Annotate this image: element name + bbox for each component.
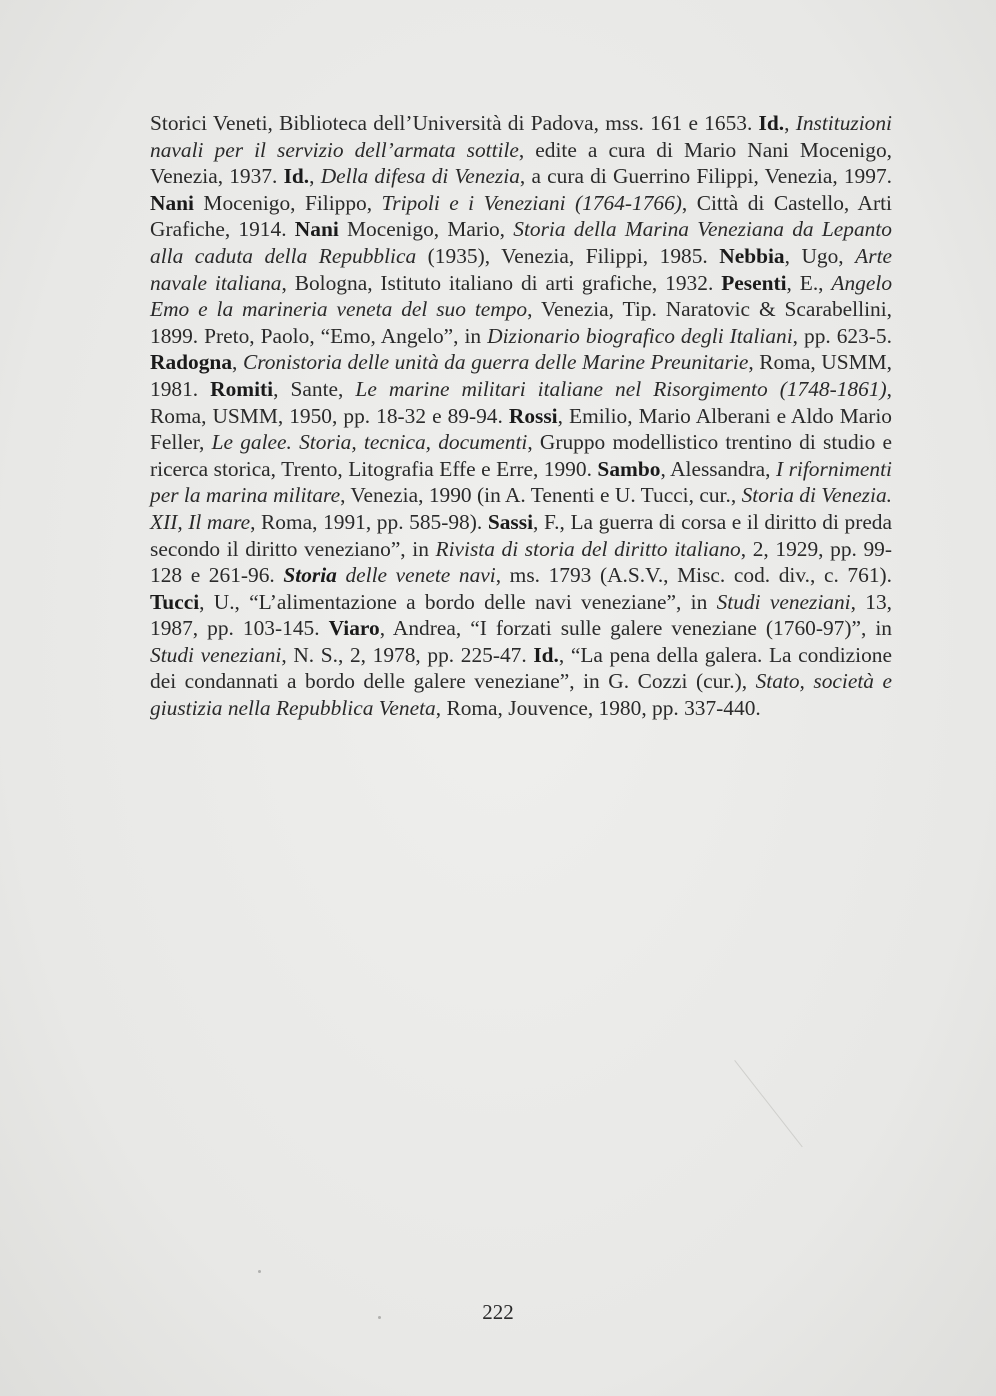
page-number: 222: [482, 1300, 514, 1324]
scan-speck: [258, 1270, 261, 1273]
entry-text: , Roma, Jouvence, 1980, pp. 337-440.: [435, 696, 761, 721]
entry-text: , edite a cura di Mario Nani Mocenigo, Venezia, 1937.: [150, 137, 892, 189]
entry-text: Mocenigo, Filippo,: [193, 190, 382, 215]
entry-text: Mocenigo, Mario,: [338, 217, 514, 242]
entry-text: , pp. 623-5.: [792, 323, 892, 348]
entry-author: Storia: [283, 563, 337, 588]
entry-text: , N. S., 2, 1978, pp. 225-47.: [281, 642, 534, 667]
entry-author: Tucci: [150, 589, 200, 614]
entry-author: Id.: [758, 111, 785, 135]
entry-text: , a cura di Guerrino Filippi, Venezia, 1997.: [519, 164, 892, 189]
entry-text: , Roma, USMM, 1981.: [150, 350, 892, 401]
entry-title: Tripoli e i Veneziani (1764-1766): [381, 190, 682, 215]
scan-speck: [378, 1316, 381, 1319]
entry-title: Instituzioni navali per il servizio dell’armata sottile: [150, 111, 892, 162]
entry-title: Arte navale italiana: [150, 243, 892, 295]
entry-author: Nani: [294, 217, 339, 242]
entry-title: I rifornimenti per la marina militare: [150, 456, 892, 508]
entry-text: , Roma, 1991, pp. 585-98).: [250, 509, 488, 534]
entry-text: , Ugo,: [784, 243, 856, 268]
entry-author: Radogna: [150, 350, 233, 375]
entry-author: Romiti: [210, 376, 274, 401]
entry-text: , U., “L’alimentazione a bordo delle navi veneziane”, in: [199, 589, 717, 614]
entry-title: Della difesa di Venezia: [320, 164, 520, 189]
entry-text: , F., La guerra di corsa e il diritto di preda secondo il diritto veneziano”, in: [150, 509, 892, 561]
entry-text: , Emilio, Mario Alberani e Aldo Mario Feller,: [150, 403, 892, 455]
entry-text: ,: [784, 111, 796, 135]
entry-author: Id.: [283, 164, 310, 189]
entry-title: Stato, società e giustizia nella Repubblica Veneta: [150, 669, 892, 721]
entry-title: Studi veneziani: [716, 589, 851, 614]
entry-text: , 13, 1987, pp. 103-145.: [150, 589, 892, 641]
entry-text: (1935), Venezia, Filippi, 1985.: [416, 243, 720, 268]
entry-text: , E.,: [786, 270, 832, 295]
entry-text: , Sante,: [273, 376, 356, 401]
entry-author: Nani: [150, 190, 194, 215]
entry-title: Dizionario biografico degli Italiani: [487, 323, 793, 348]
entry-text: , Roma, USMM, 1950, pp. 18-32 e 89-94.: [150, 376, 892, 428]
entry-text: , Città di Castello, Arti Grafiche, 1914.: [150, 190, 892, 242]
entry-author: Rossi: [508, 403, 558, 428]
entry-text: , Alessandra,: [660, 456, 776, 481]
bibliography-text: [150, 110, 892, 722]
entry-text: , Bologna, Istituto italiano di arti grafiche, 1932.: [281, 270, 722, 295]
entry-title: Studi veneziani: [150, 642, 282, 667]
entry-author: Sambo: [597, 456, 661, 481]
entry-text: , Venezia, 1990 (in A. Tenenti e U. Tucci, cur.,: [340, 483, 742, 508]
paper-crease: [734, 1060, 803, 1147]
entry-text: , ms. 1793 (A.S.V., Misc. cod. div., c. 761).: [495, 563, 892, 588]
entry-text: ,: [232, 350, 243, 375]
entry-text: , Venezia, Tip. Naratovic & Scarabellini, 1899. Preto, Paolo, “Emo, Angelo”, in: [150, 297, 892, 348]
bibliography-entry: [150, 111, 892, 188]
entry-title: Storia di Venezia. XII, Il mare: [150, 483, 892, 534]
entry-title: Cronistoria delle unità da guerra delle Marine Preunitarie: [242, 350, 749, 375]
entry-text: , Andrea, “I forzati sulle galere veneziane (1760-97)”, in: [379, 616, 892, 641]
bibliography-entry: [283, 563, 892, 587]
entry-title: delle venete navi: [345, 563, 496, 588]
entry-title: Le galee. Storia, tecnica, documenti: [211, 430, 528, 455]
entry-text: Storici Veneti, Biblioteca dell’Università di Padova, mss. 161 e 1653.: [150, 111, 759, 135]
entry-title: Le marine militari italiane nel Risorgimento (1748-1861): [355, 376, 887, 401]
entry-author: Pesenti: [721, 270, 787, 295]
entry-text: , “La pena della galera. La condizione dei condannati a bordo delle galere veneziane”, in G. Cozzi (cur.),: [150, 642, 892, 694]
entry-author: Sassi: [487, 509, 534, 534]
entry-author: Viaro: [328, 616, 380, 641]
entry-title: Angelo Emo e la marineria veneta del suo tempo: [150, 270, 893, 322]
entry-title: Rivista di storia del diritto italiano: [435, 536, 741, 561]
entry-title: Storia della Marina Veneziana da Lepanto alla caduta della Repubblica: [150, 217, 892, 268]
entry-author: Id.: [533, 642, 559, 667]
entry-text: ,: [309, 164, 321, 189]
entry-text: , Gruppo modellistico trentino di studio e ricerca storica, Trento, Litografia Effe e Erre, 1990.: [150, 430, 892, 481]
entry-author: Nebbia: [719, 243, 785, 268]
entry-text: , 2, 1929, pp. 99-128 e 261-96.: [150, 536, 892, 588]
